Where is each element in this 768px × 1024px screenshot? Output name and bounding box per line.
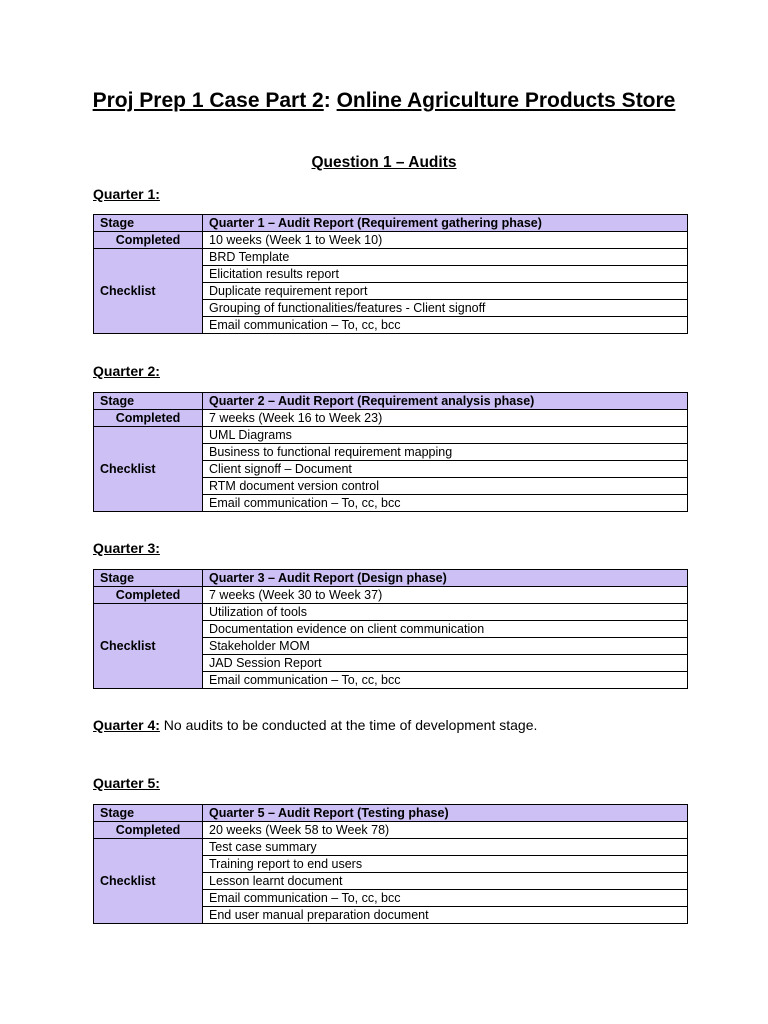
table-row: [94, 839, 688, 856]
quarter-4-text: No audits to be conducted at the time of development stage.: [159, 717, 538, 733]
title-separator: :: [323, 89, 331, 112]
completed-value: 7 weeks (Week 30 to Week 37): [203, 587, 688, 604]
table-row: [94, 232, 688, 249]
checklist-item: Email communication – To, cc, bcc: [203, 672, 688, 689]
completed-value: 7 weeks (Week 16 to Week 23): [203, 410, 688, 427]
checklist-item: UML Diagrams: [203, 427, 688, 444]
title-part-2: Online Agriculture Products Store: [336, 89, 676, 112]
checklist-item: Email communication – To, cc, bcc: [203, 495, 688, 512]
audit-report-title: Quarter 1 – Audit Report (Requirement gathering phase): [203, 215, 688, 232]
quarter-4-heading: Quarter 4:: [93, 717, 160, 733]
table-row: [94, 587, 688, 604]
table-row: [94, 215, 688, 232]
quarter-1-audit-table: [93, 214, 688, 334]
completed-value: 10 weeks (Week 1 to Week 10): [203, 232, 688, 249]
stage-label: Stage: [94, 215, 203, 232]
checklist-label: Checklist: [94, 604, 203, 689]
completed-label: Completed: [94, 822, 203, 839]
stage-label: Stage: [94, 805, 203, 822]
completed-value: 20 weeks (Week 58 to Week 78): [203, 822, 688, 839]
checklist-item: Elicitation results report: [203, 266, 688, 283]
quarter-3-audit-table: [93, 569, 688, 689]
table-row: [94, 822, 688, 839]
checklist-item: Stakeholder MOM: [203, 638, 688, 655]
checklist-item: End user manual preparation document: [203, 907, 688, 924]
checklist-item: BRD Template: [203, 249, 688, 266]
quarter-2-audit-table: [93, 392, 688, 512]
checklist-item: Grouping of functionalities/features - Client signoff: [203, 300, 688, 317]
audit-report-title: Quarter 2 – Audit Report (Requirement analysis phase): [203, 393, 688, 410]
completed-label: Completed: [94, 232, 203, 249]
table-row: [94, 410, 688, 427]
checklist-label: Checklist: [94, 427, 203, 512]
table-row: [94, 805, 688, 822]
completed-label: Completed: [94, 587, 203, 604]
quarter-1-heading: Quarter 1:: [93, 186, 160, 202]
audit-report-title: Quarter 3 – Audit Report (Design phase): [203, 570, 688, 587]
checklist-item: Business to functional requirement mapping: [203, 444, 688, 461]
checklist-item: Test case summary: [203, 839, 688, 856]
quarter-2-heading: Quarter 2:: [93, 363, 160, 379]
question-heading: Question 1 – Audits: [311, 154, 457, 171]
checklist-item: Documentation evidence on client communication: [203, 621, 688, 638]
checklist-label: Checklist: [94, 839, 203, 924]
quarter-5-audit-table: [93, 804, 688, 924]
table-row: [94, 427, 688, 444]
checklist-item: Email communication – To, cc, bcc: [203, 317, 688, 334]
checklist-item: Client signoff – Document: [203, 461, 688, 478]
checklist-item: RTM document version control: [203, 478, 688, 495]
checklist-item: Training report to end users: [203, 856, 688, 873]
table-row: [94, 570, 688, 587]
checklist-item: Duplicate requirement report: [203, 283, 688, 300]
quarter-4-note: [93, 717, 537, 734]
quarter-5-heading: Quarter 5:: [93, 775, 160, 791]
checklist-label: Checklist: [94, 249, 203, 334]
stage-label: Stage: [94, 570, 203, 587]
checklist-item: Email communication – To, cc, bcc: [203, 890, 688, 907]
quarter-3-heading: Quarter 3:: [93, 540, 160, 556]
stage-label: Stage: [94, 393, 203, 410]
table-row: [94, 604, 688, 621]
audit-report-title: Quarter 5 – Audit Report (Testing phase): [203, 805, 688, 822]
checklist-item: Lesson learnt document: [203, 873, 688, 890]
title-part-1: Proj Prep 1 Case Part 2: [92, 89, 324, 112]
table-row: [94, 393, 688, 410]
checklist-item: Utilization of tools: [203, 604, 688, 621]
completed-label: Completed: [94, 410, 203, 427]
checklist-item: JAD Session Report: [203, 655, 688, 672]
table-row: [94, 249, 688, 266]
document-title: [0, 89, 768, 113]
